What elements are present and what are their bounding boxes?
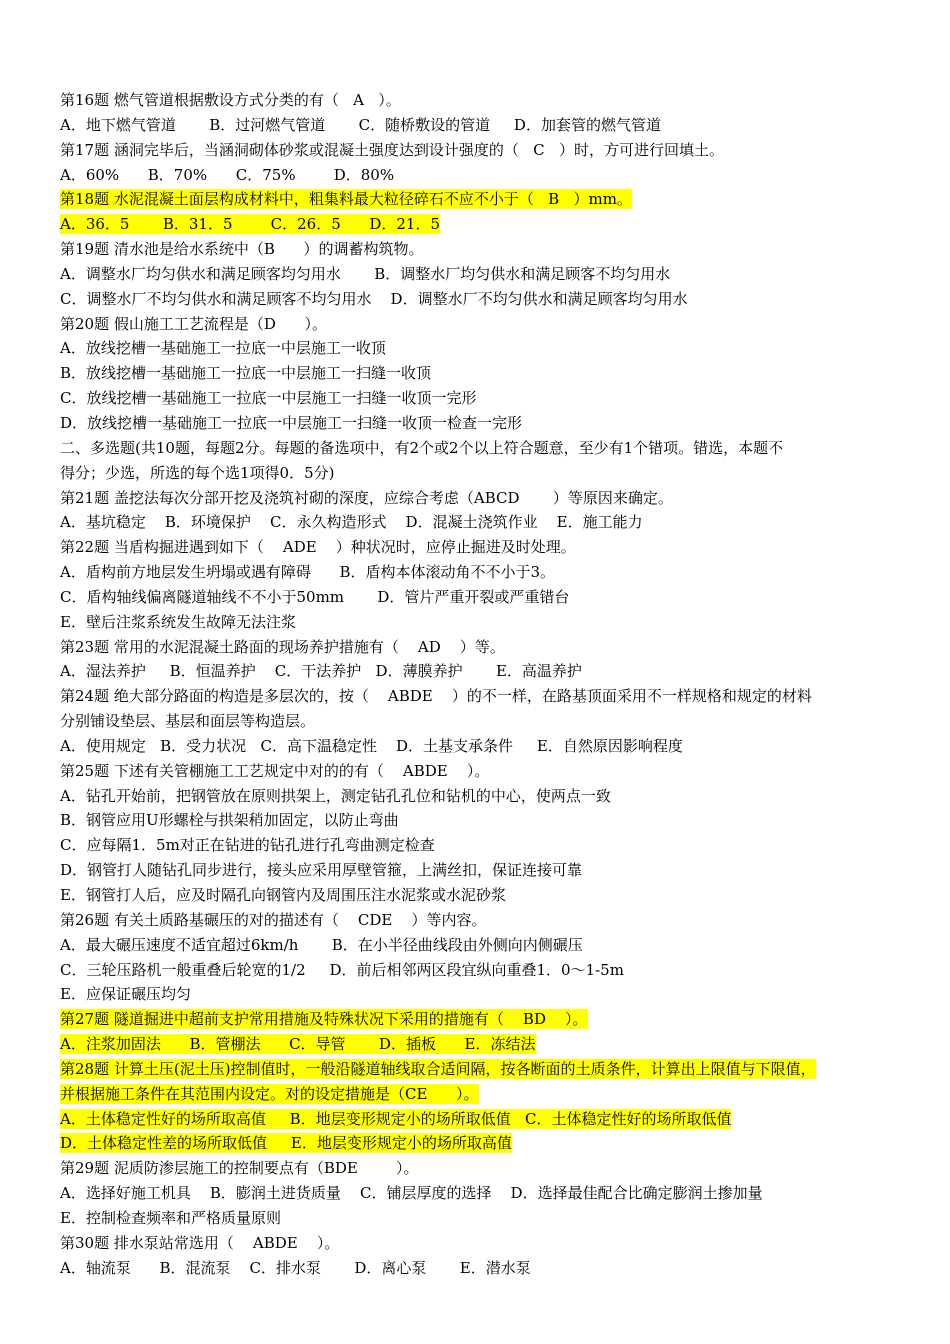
text-line [60,237,900,262]
line-text: 第23题 常用的水泥混凝土路面的现场养护措施有（ AD ）等。 [60,637,505,656]
line-text: A．60% B．70% C．75% D．80% [60,165,395,184]
highlighted-text-line [60,212,900,237]
text-line [60,610,900,635]
line-text: C．放线挖槽一基础施工一拉底一中层施工一扫缝一收顶一完形 [60,389,477,408]
text-line [60,784,900,809]
text-line [60,88,900,113]
line-text: E．应保证碾压均匀 [60,985,191,1004]
line-text: D．土体稳定性差的场所取低值 E．地层变形规定小的场所取高值 [60,1134,512,1153]
highlighted-text-line [60,187,900,212]
text-line [60,461,900,486]
line-text: 第21题 盖挖法每次分部开挖及浇筑衬砌的深度，应综合考虑（ABCD ）等原因来确定。 [60,488,673,507]
text-line [60,486,900,511]
line-text: A．最大碾压速度不适宜超过6km/h B．在小半径曲线段由外侧向内侧碾压 [60,935,583,954]
text-line [60,908,900,933]
text-line [60,163,900,188]
highlighted-text-line [60,1107,900,1132]
line-text: 第28题 计算土压(泥土压)控制值时，一般沿隧道轴线取合适间隔，按各断面的土质条件，计算出上限值与下限值， [60,1059,816,1078]
line-text: 第29题 泥质防渗层施工的控制要点有（BDE ）。 [60,1159,419,1178]
line-text: E．钢管打人后，应及时隔孔向钢管内及周围压注水泥浆或水泥砂浆 [60,886,506,904]
line-text: A．调整水厂均匀供水和满足顾客均匀用水 B．调整水厂均匀供水和满足顾客不均匀用水 [60,264,671,283]
text-line [60,336,900,361]
text-line [60,659,900,684]
text-line [60,982,900,1007]
text-line [60,883,900,908]
line-text: 第24题 绝大部分路面的构造是多层次的，按（ ABDE ）的不一样，在路基顶面采用不一样规格和规定的材料 [60,687,812,706]
line-text: A．放线挖槽一基础施工一拉底一中层施工一收顶 [60,339,386,358]
text-line [60,958,900,983]
line-text: 第18题 水泥混凝土面层构成材料中，粗集料最大粒径碎石不应不小于（ B ）mm。 [60,190,632,209]
line-text: 第19题 清水池是给水系统中（B ）的调蓄构筑物。 [60,240,424,259]
line-text: E．壁后注浆系统发生故障无法注浆 [60,612,296,631]
line-text: 第20题 假山施工工艺流程是（D ）。 [60,314,327,333]
text-line [60,262,900,287]
line-text: A．使用规定 B．受力状况 C．高下温稳定性 D．土基支承条件 E．自然原因影响程度 [60,736,683,755]
text-line [60,684,900,709]
text-line [60,759,900,784]
line-text: 并根据施工条件在其范围内设定。对的设定措施是（CE ）。 [60,1084,479,1103]
line-text: E．控制检查频率和严格质量原则 [60,1208,281,1227]
text-line [60,709,900,734]
line-text: A．盾构前方地层发生坍塌或遇有障碍 B．盾构本体滚动角不不小于3。 [60,563,556,582]
line-text: C．三轮压路机一般重叠后轮宽的1/2 D．前后相邻两区段宜纵向重叠1．0～1-5m [60,960,624,979]
text-line [60,113,900,138]
text-line [60,510,900,535]
text-line [60,1181,900,1206]
line-text: A．轴流泵 B．混流泵 C．排水泵 D．离心泵 E．潜水泵 [60,1258,531,1277]
line-text: C．应每隔1．5m对正在钻进的钻孔进行孔弯曲测定检查 [60,836,435,855]
text-line [60,833,900,858]
line-text: 第26题 有关土质路基碾压的对的描述有（ CDE ）等内容。 [60,910,487,929]
text-line [60,411,900,436]
highlighted-text-line [60,1082,900,1107]
line-text: A．基坑稳定 B．环境保护 C．永久构造形式 D．混凝土浇筑作业 E．施工能力 [60,513,643,532]
line-text: 二、多选题(共10题，每题2分。每题的备选项中，有2个或2个以上符合题意，至少有1个错项。错选，本题不 [60,438,784,457]
text-line [60,1206,900,1231]
text-line [60,635,900,660]
text-line [60,734,900,759]
line-text: 第25题 下述有关管棚施工工艺规定中对的的有（ ABDE ）。 [60,761,490,780]
highlighted-text-line [60,1007,900,1032]
text-line [60,535,900,560]
line-text: 第30题 排水泵站常选用（ ABDE ）。 [60,1233,340,1252]
highlighted-text-line [60,1057,900,1082]
line-text: D．放线挖槽一基础施工一拉底一中层施工一扫缝一收顶一检查一完形 [60,413,523,432]
text-line [60,312,900,337]
highlighted-text-line [60,1131,900,1156]
line-text: 第27题 隧道掘进中超前支护常用措施及特殊状况下采用的措施有（ BD ）。 [60,1010,588,1029]
text-line [60,808,900,833]
line-text: A．钻孔开始前，把钢管放在原则拱架上，测定钻孔孔位和钻机的中心，使两点一致 [60,786,611,805]
line-text: B．钢管应用U形螺栓与拱架稍加固定，以防止弯曲 [60,811,399,830]
line-text: 第16题 燃气管道根据敷设方式分类的有（ A ）。 [60,91,401,109]
text-line [60,560,900,585]
line-text: C．调整水厂不均匀供水和满足顾客不均匀用水 D．调整水厂不均匀供水和满足顾客均匀用水 [60,289,688,308]
text-line [60,1156,900,1181]
text-line [60,1256,900,1281]
line-text: D．钢管打人随钻孔同步进行，接头应采用厚壁管箍，上满丝扣，保证连接可靠 [60,861,583,880]
highlighted-text-line [60,1032,900,1057]
text-line [60,585,900,610]
line-text: A．湿法养护 B．恒温养护 C．干法养护 D．薄膜养护 E．高温养护 [60,662,582,681]
line-text: A．土体稳定性好的场所取高值 B．地层变形规定小的场所取低值 C．土体稳定性好的场所取低值 [60,1109,732,1128]
text-line [60,436,900,461]
document-body [60,88,900,1281]
line-text: 第22题 当盾构掘进遇到如下（ ADE ）种状况时，应停止掘进及时处理。 [60,538,576,557]
line-text: B．放线挖槽一基础施工一拉底一中层施工一扫缝一收顶 [60,364,432,383]
line-text: 得分；少选，所选的每个选1项得0．5分) [60,463,335,482]
text-line [60,858,900,883]
line-text: C．盾构轴线偏离隧道轴线不不小于50mm D．管片严重开裂或严重错台 [60,587,570,606]
line-text: A．注浆加固法 B．管棚法 C．导管 D．插板 E．冻结法 [60,1035,536,1054]
text-line [60,1231,900,1256]
text-line [60,361,900,386]
line-text: A．地下燃气管道 B．过河燃气管道 C．随桥敷设的管道 D．加套管的燃气管道 [60,115,661,134]
line-text: 分别铺设垫层、基层和面层等构造层。 [60,712,316,731]
text-line [60,386,900,411]
text-line [60,287,900,312]
line-text: A．选择好施工机具 B．膨润土进货质量 C．铺层厚度的选择 D．选择最佳配合比确定膨润土掺加量 [60,1184,763,1203]
text-line [60,933,900,958]
line-text: A．36．5 B．31．5 C．26．5 D．21．5 [60,215,441,234]
line-text: 第17题 涵洞完毕后，当涵洞砌体砂浆或混凝土强度达到设计强度的（ C ）时，方可进行回填土。 [60,140,724,159]
text-line [60,138,900,163]
